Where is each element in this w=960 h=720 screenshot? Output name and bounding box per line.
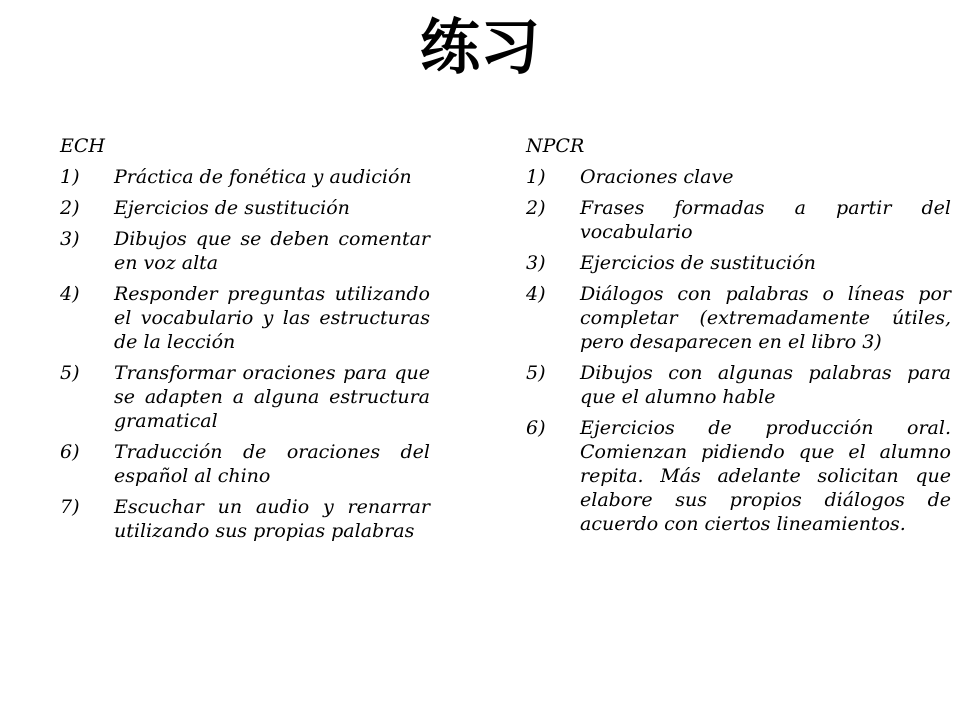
item-number: 6) (526, 417, 546, 439)
list-item (526, 251, 951, 275)
item-number: 4) (60, 283, 80, 305)
item-text: Práctica de fonética y audición (114, 166, 412, 188)
ech-list (60, 165, 430, 543)
item-number: 5) (526, 362, 546, 384)
item-number: 3) (526, 252, 546, 274)
npcr-list (526, 165, 951, 536)
item-number: 4) (526, 283, 546, 305)
item-number: 3) (60, 228, 80, 250)
item-number: 2) (526, 197, 546, 219)
item-text: Escuchar un audio y renarrar utilizando sus propias palabras (114, 496, 430, 542)
item-number: 1) (526, 166, 546, 188)
item-number: 7) (60, 496, 80, 518)
item-number: 1) (60, 166, 80, 188)
list-item (526, 361, 951, 409)
item-text: Transformar oraciones para que se adapten a alguna estructura gramatical (114, 362, 430, 432)
item-text: Responder preguntas utilizando el vocabulario y las estructuras de la lección (114, 283, 430, 353)
list-item (60, 440, 430, 488)
list-item (526, 282, 951, 354)
npcr-heading: NPCR (526, 135, 585, 157)
list-item (526, 165, 951, 189)
item-text: Ejercicios de sustitución (580, 252, 816, 274)
item-number: 6) (60, 441, 80, 463)
item-number: 5) (60, 362, 80, 384)
list-item (526, 196, 951, 244)
list-item (60, 495, 430, 543)
list-item (60, 282, 430, 354)
list-item (526, 416, 951, 536)
item-text: Ejercicios de producción oral. Comienzan pidiendo que el alumno repita. Más adelante solicitan que elabore sus propios diálogos de acuerdo con ciertos lineamientos. (580, 417, 951, 535)
item-text: Traducción de oraciones del español al chino (114, 441, 430, 487)
slide-title: 练习 (420, 13, 540, 83)
list-item (60, 196, 430, 220)
item-number: 2) (60, 197, 80, 219)
item-text: Ejercicios de sustitución (114, 197, 350, 219)
item-text: Diálogos con palabras o líneas por completar (extremadamente útiles, pero desaparecen en el libro 3) (580, 283, 951, 353)
ech-heading: ECH (60, 135, 105, 157)
item-text: Dibujos que se deben comentar en voz alta (114, 228, 430, 274)
npcr-column (526, 134, 951, 543)
item-text: Dibujos con algunas palabras para que el alumno hable (580, 362, 951, 408)
ech-column (60, 134, 430, 550)
item-text: Frases formadas a partir del vocabulario (580, 197, 951, 243)
list-item (60, 165, 430, 189)
list-item (60, 227, 430, 275)
list-item (60, 361, 430, 433)
item-text: Oraciones clave (580, 166, 734, 188)
